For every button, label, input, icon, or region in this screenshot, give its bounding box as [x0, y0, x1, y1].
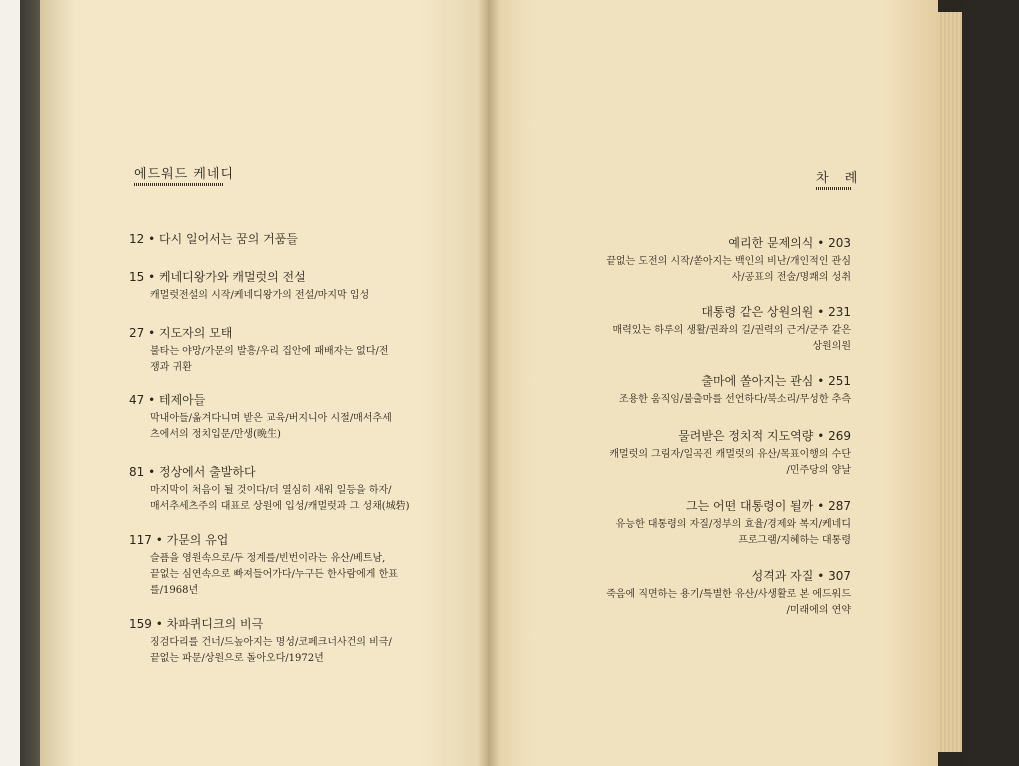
toc-entry-head: 159 • 차파퀴디크의 비극: [129, 617, 264, 631]
toc-entry-subtopics: 죽음에 직면하는 용기/특별한 유산/사생활로 본 에드워드 /미래에의 연약: [606, 589, 851, 616]
toc-entry: [129, 463, 450, 515]
toc-entry-head: 81 • 정상에서 출발하다: [129, 465, 256, 479]
toc-entry: [129, 391, 450, 443]
toc-entry: [129, 324, 450, 376]
book-cover-right: [962, 0, 1019, 766]
toc-entry-subtopics: 막내아들/옮겨다니며 받은 교육/버지니아 시절/매서추세 츠에서의 정치입문/만생(晩生): [150, 413, 392, 440]
toc-entry-subtopics: 마지막이 처음이 될 것이다/더 열심히 새워 일등을 하자/ 매서추세츠주의 대표로 상원에 입성/캐멀럿과 그 성채(城砦): [150, 485, 410, 512]
book-gutter: [478, 0, 500, 766]
toc-entry-subtopics: 슬픔을 영원속으로/두 정계를/빈번이라는 유산/베트남, 끝없는 심연속으로 빠져들어가다/누구든 한사람에게 한표 를/1968년: [150, 553, 398, 596]
right-page-title: 차 례: [816, 171, 864, 186]
left-page-title: 에드워드 케네디: [134, 167, 235, 182]
toc-entry: [531, 427, 851, 479]
toc-entry-head: 12 • 다시 일어서는 꿈의 거품들: [129, 232, 298, 246]
toc-entry: [531, 497, 851, 549]
toc-entry-subtopics: 끝없는 도전의 시작/쏟아지는 백인의 비난/개인적인 관심 사/공표의 전술/명쾌의 성취: [606, 256, 851, 283]
toc-entry-subtopics: 불타는 야망/가문의 발흥/우리 집안에 패배자는 없다/전 쟁과 귀환: [150, 346, 389, 373]
left-title-underline: [134, 183, 224, 186]
toc-entry: [531, 372, 851, 408]
toc-entry: [531, 303, 851, 355]
toc-entry-subtopics: 조용한 움직임/불출마를 선언하다/북소리/무성한 추측: [618, 394, 851, 405]
right-title-underline: [816, 187, 852, 190]
toc-entry-subtopics: 캐멀럿의 그림자/일곡진 캐멀럿의 유산/목표이행의 수단 /민주당의 양날: [609, 449, 851, 476]
toc-entry-head: 대통령 같은 상원의원 • 231: [701, 305, 851, 319]
book-cover-left: [20, 0, 40, 766]
toc-entry: [129, 268, 450, 304]
toc-entry: [531, 234, 851, 286]
toc-entry-head: 출마에 쏠아지는 관심 • 251: [701, 374, 851, 388]
toc-entry: [129, 615, 450, 667]
toc-entry: [129, 531, 450, 599]
toc-entry-subtopics: 매력있는 하루의 생활/권좌의 길/권력의 근거/군주 같은 상원의원: [612, 325, 851, 352]
toc-entry-head: 15 • 케네디왕가와 캐멀럿의 전설: [129, 270, 306, 284]
toc-entry: [129, 230, 298, 247]
toc-entry-subtopics: 캐멀럿전설의 시작/케네디왕가의 전설/마지막 입성: [150, 290, 370, 301]
toc-entry-head: 27 • 지도자의 모태: [129, 326, 233, 340]
toc-entry-head: 117 • 가문의 유업: [129, 533, 229, 547]
toc-entry-subtopics: 유능한 대통령의 자질/정부의 효율/경제와 복지/케네디 프로그램/지혜하는 대통령: [615, 519, 851, 546]
toc-entry-head: 성격과 자질 • 307: [751, 569, 851, 583]
page-edges: [938, 12, 962, 752]
toc-entry-subtopics: 징검다리를 건너/드높아지는 명성/코페크너사건의 비극/ 끝없는 파문/상원으로 돌아오다/1972년: [150, 637, 392, 664]
toc-entry-head: 물려받은 정치적 지도역량 • 269: [678, 429, 851, 443]
toc-entry-head: 예리한 문제의식 • 203: [728, 236, 851, 250]
toc-entry-head: 그는 어떤 대통령이 될까 • 287: [686, 499, 851, 513]
toc-entry-head: 47 • 테제아들: [129, 393, 206, 407]
background-edge: [0, 0, 20, 766]
toc-entry: [531, 567, 851, 619]
